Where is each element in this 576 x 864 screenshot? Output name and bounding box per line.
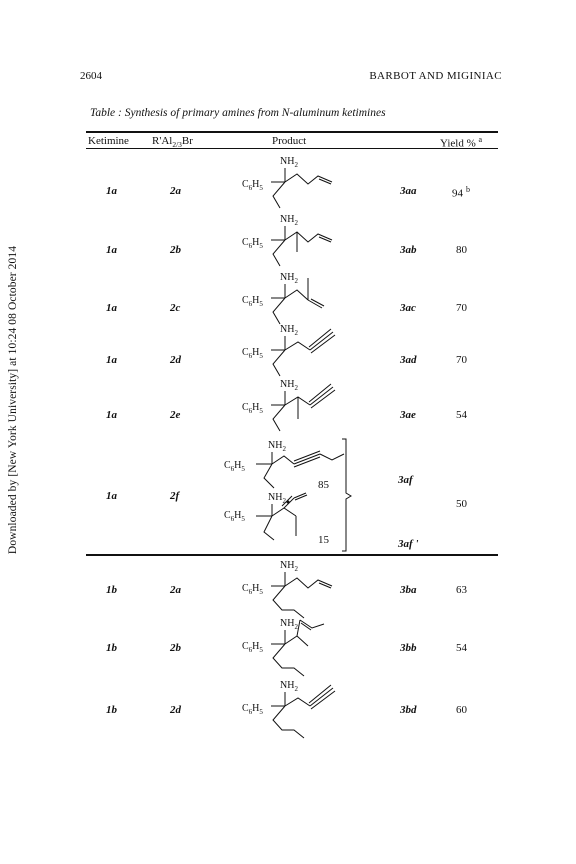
yield-cell: 80 [456,244,467,256]
reagent-cell: 2e [170,409,181,421]
reagent-cell: 2d [170,354,181,366]
nh2-label: $NH_2$ [268,492,286,505]
product-code-cell: 3bb [400,642,417,654]
structure-3bb [240,614,350,678]
ketimine-cell: 1a [106,302,117,314]
yield-cell: 63 [456,584,467,596]
product-code-cell: 3ae [400,409,416,421]
ketimine-cell: 1a [106,409,117,421]
table-top-rule [86,131,498,133]
yield-cell: 70 [456,302,467,314]
ketimine-cell: 1b [106,642,117,654]
product-code-cell: 3ab [400,244,417,256]
structure-3af-prime [222,488,352,552]
product-code-cell: 3ac [400,302,416,314]
yield-cell: 50 [456,498,467,510]
table-header-rule [86,148,498,149]
header-yield: Yield % $^a$ [440,135,483,150]
nh2-label: $NH_2$ [268,440,286,453]
ketimine-cell: 1a [106,244,117,256]
structure-3bd [240,676,350,740]
product-brace [340,438,360,552]
phenyl-label: $C_6H_5$ [242,583,263,596]
structure-3ab [240,210,350,274]
reagent-cell: 2c [170,302,181,314]
yield-cell: 94 $^b$ [452,185,470,200]
nh2-label: $NH_2$ [280,324,298,337]
yield-cell: 54 [456,409,467,421]
product-code-cell: 3af ' [398,538,419,550]
phenyl-label: $C_6H_5$ [242,402,263,415]
phenyl-label: $C_6H_5$ [242,237,263,250]
structure-3ae [240,375,350,439]
header-product: Product [272,135,307,147]
page-number: 2604 [80,70,102,82]
product-code-cell: 3bd [400,704,417,716]
phenyl-label: $C_6H_5$ [224,510,245,523]
reagent-cell: 2b [170,244,181,256]
phenyl-label: $C_6H_5$ [242,179,263,192]
phenyl-label: $C_6H_5$ [224,460,245,473]
nh2-label: $NH_2$ [280,156,298,169]
phenyl-label: $C_6H_5$ [242,703,263,716]
structure-3ba [240,556,350,620]
running-head: BARBOT AND MIGINIAC [369,70,502,82]
ketimine-cell: 1a [106,354,117,366]
nh2-label: $NH_2$ [280,618,298,631]
nh2-label: $NH_2$ [280,560,298,573]
structure-3aa [240,152,350,216]
header-reagent: $R'Al_{2/3}Br$ [152,135,193,150]
download-notice [6,170,20,630]
product-code-cell: 3af [398,474,413,486]
ketimine-cell: 1a [106,490,117,502]
ratio-label: 15 [318,534,329,546]
nh2-label: $NH_2$ [280,379,298,392]
reagent-cell: 2a [170,185,181,197]
nh2-label: $NH_2$ [280,272,298,285]
product-code-cell: 3ad [400,354,417,366]
ketimine-cell: 1b [106,584,117,596]
phenyl-label: $C_6H_5$ [242,295,263,308]
nh2-label: $NH_2$ [280,214,298,227]
ketimine-cell: 1a [106,185,117,197]
yield-cell: 54 [456,642,467,654]
ketimine-cell: 1b [106,704,117,716]
product-code-cell: 3ba [400,584,417,596]
phenyl-label: $C_6H_5$ [242,641,263,654]
nh2-label: $NH_2$ [280,680,298,693]
product-code-cell: 3aa [400,185,417,197]
header-ketimine: Ketimine [88,135,129,147]
ratio-label: 85 [318,479,329,491]
reagent-cell: 2a [170,584,181,596]
reagent-cell: 2f [170,490,180,502]
phenyl-label: $C_6H_5$ [242,347,263,360]
reagent-cell: 2d [170,704,181,716]
table-caption: Table : Synthesis of primary amines from N-aluminum ketimines [90,107,386,119]
download-notice-text: Downloaded by [New York University] at 10:24 08 October 2014 [7,245,19,555]
yield-cell: 70 [456,354,467,366]
yield-cell: 60 [456,704,467,716]
reagent-cell: 2b [170,642,181,654]
